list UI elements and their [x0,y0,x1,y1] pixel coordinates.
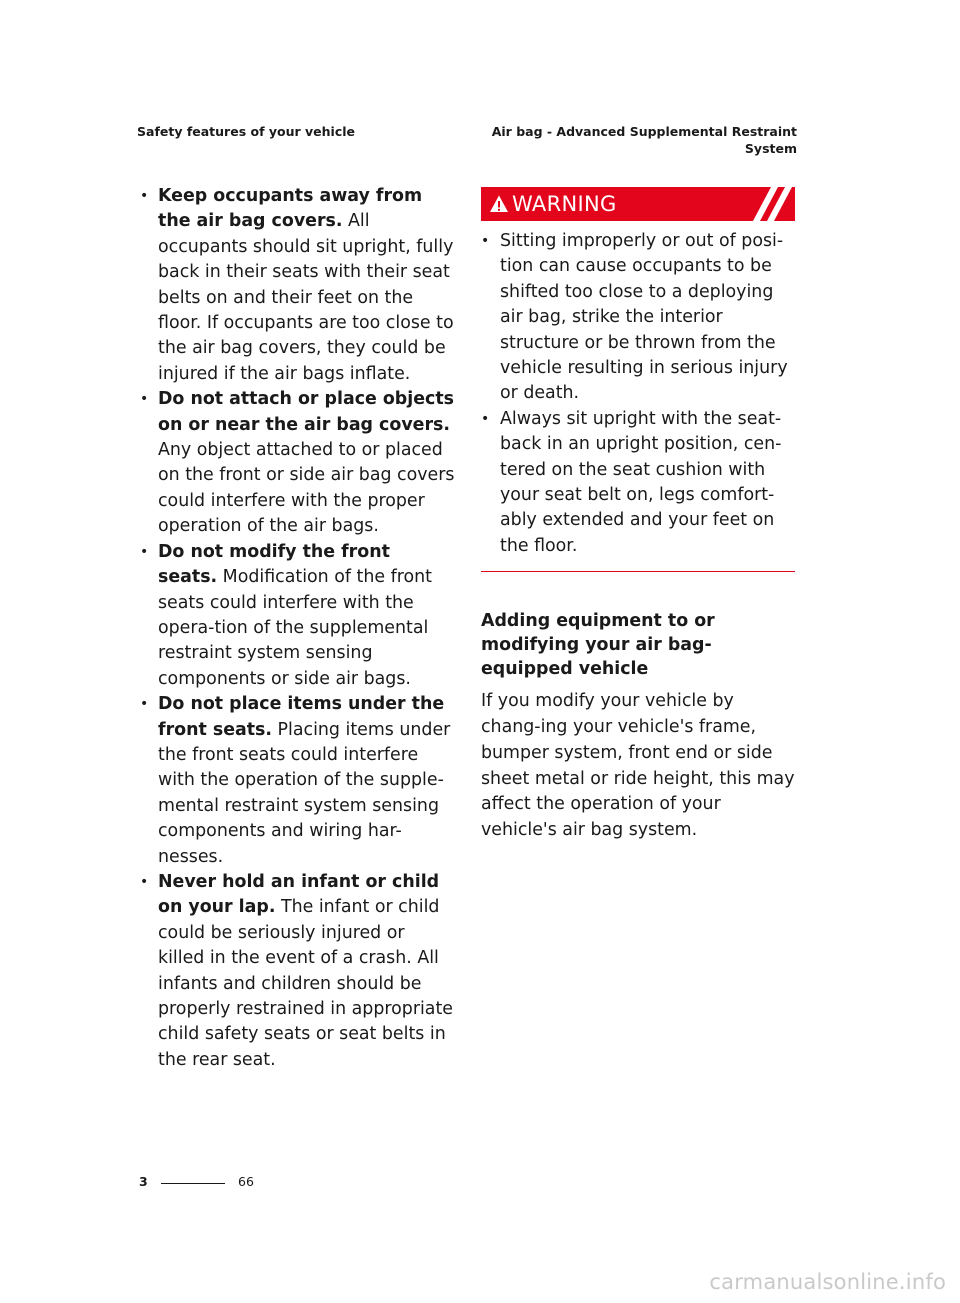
section-body: If you modify your vehicle by chang-ing your vehicle's frame, bumper system, front end or side sheet metal or ride height, this may affect the operation of your vehicle's air bag system. [481,691,795,841]
watermark: carmanualsonline.info [709,1270,946,1294]
list-item-text: All occupants should sit upright, fully back in their seats with their seat belts on and their feet on the floor. If occupants are too close to the air bag covers, they could be injured if the air bags inflate. [158,211,454,384]
list-item-text: The infant or child could be seriously injured or killed in the event of a crash. All infants and children should be properly restrained in appropriate child safety seats or seat belts in the rear seat. [158,897,453,1070]
warning-title: WARNING [512,192,617,216]
list-item-lead: Do not modify the front seats. [158,541,390,588]
warning-triangle-icon [489,194,509,214]
page-footer [137,1174,257,1194]
warning-stripes-decoration [745,187,795,221]
list-item-lead: Keep occupants away from the air bag covers. [158,186,423,232]
list-item-text: Modification of the front seats could interfere with the opera-tion of the supplemental restraint system sensing components or side air bags. [158,567,432,689]
list-item [137,540,455,692]
list-item-lead: Never hold an infant or child on your lap. [158,871,440,918]
list-item-lead: Do not place items under the front seats. [158,694,445,740]
chapter-number: 3 [139,1174,148,1189]
list-item [137,692,455,870]
list-item [137,870,455,1073]
warning-item: • Sitting improperly or out of posi-tion can cause occupants to be shifted too close to a deploying air bag, strike the interior structure or be thrown from the vehicle resulting in serious injury or death. [481,229,795,407]
running-header-right-line2: System [744,141,797,156]
list-item [137,387,455,539]
warning-banner [481,187,795,221]
warning-item: • Always sit upright with the seat-back in an upright position, cen-tered on the seat cushion with your seat belt on, legs comfort-ably extended and your feet on the floor. [481,407,795,559]
section-heading: Adding equipment to or modifying your air bag-equipped vehicle [481,611,715,680]
running-header-right-line1: Air bag - Advanced Supplemental Restraint [491,124,797,139]
precautions-list [137,184,455,1073]
running-header-left: Safety features of your vehicle [137,124,355,139]
running-header-right [492,123,797,157]
list-item-text: Any object attached to or placed on the front or side air bag covers could interfere with the proper operation of the air bags. [158,440,455,537]
list-item-lead: Do not attach or place objects on or near the air bag covers. [158,389,454,435]
warning-divider [481,571,795,572]
list-item [137,184,455,387]
right-column [481,187,795,844]
warning-list [481,229,795,559]
list-item-text: Placing items under the front seats could interfere with the operation of the supple-mental restraint system sensing components and wiring har-nesses. [158,719,451,867]
left-column [137,184,455,1073]
page-number: 66 [238,1174,254,1189]
footer-rule [161,1183,225,1184]
